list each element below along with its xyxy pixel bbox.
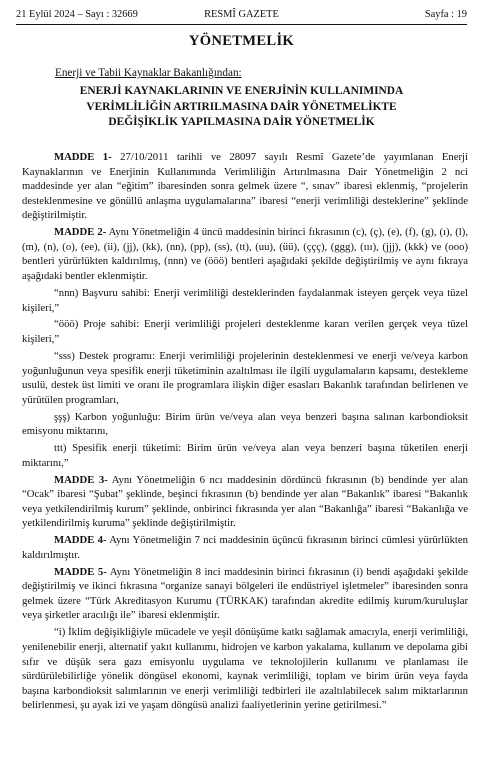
paragraph (22, 625, 468, 713)
paragraph-text: ttt) Spesifik enerji tüketimi: Birim ürün ve/veya alan veya benzeri başına tüketilen enerji miktarını,” (22, 442, 468, 469)
paragraph-text: Aynı Yönetmeliğin 4 üncü maddesinin birinci fıkrasının (c), (ç), (e), (f), (g), (ı), (l), (m), (n), (o), (ee), (ii), (jj), (kk), (nn), (pp), (ss), (tt), (uu), (üü), (ççç), (ggg), (ııı), (jjj), (kkk) ve (ooo) bentleri yürürlükten kaldırılmış, (nnn) ve (ööö) bentleri aşağıdaki şekilde değiştirilmiş ve aynı fıkraya aşağıdaki bentler eklenmiştir. (22, 226, 469, 283)
paragraph-text: “nnn) Başvuru sahibi: Enerji verimliliği desteklerinden faydalanmak isteyen gerçek veya tüzel kişileri,” (22, 286, 468, 314)
publication-name: RESMÎ GAZETE (204, 9, 279, 20)
paragraph (22, 565, 468, 623)
article-label: MADDE 2- (54, 226, 107, 239)
paragraph (22, 317, 468, 346)
paragraph (22, 150, 468, 223)
paragraph-text: “i) İklim değişikliğiyle mücadele ve yeşil dönüşüme katkı sağlamak amacıyla, enerji verimliliği, yenilenebilir enerji, alternatif yakıt kullanımı, hidrojen ve karbon yakalama, kullanım ve depolama gibi sıfır ve düşük sera gazı emisyonlu uygulama ve teknolojilerin kullanımı ve planlaması ile sürdürülebilirliğe yönelik döngüsel ekonomi, kaynak verimliliği, toplam ve birim ürün veya fayda başına karbondioksit salımlarının ve enerji verimliliği tedbirleri ile azaltılabilecek salım miktarlarının belirlenmesi, şu ayak izi ve yaşam döngüsü analizi faaliyetlerinin yerine getirilmesi.” (22, 626, 468, 712)
paragraph-text: Aynı Yönetmeliğin 6 ncı maddesinin dördüncü fıkrasının (b) bendinde yer alan “Ocak” ibaresi “Şubat” şeklinde, beşinci fıkrasının (b) bendinde yer alan “Bakanlık” ibaresi “Bakanlık veya yetkilendirilmiş kurum” şeklinde, onbirinci fıkrasında yer alan “Bakanlığa” ibaresi “Bakanlığa ve yetkilendirilmiş kuruma” şeklinde değiştirilmiştir. (22, 473, 468, 530)
paragraph (22, 441, 468, 470)
regulation-title-line: DEĞİŞİKLİK YAPILMASINA DAİR YÖNETMELİK (108, 116, 375, 128)
paragraph (22, 473, 468, 531)
paragraph (22, 349, 468, 407)
issue-date-number: 21 Eylül 2024 – Sayı : 32669 (16, 9, 138, 20)
paragraph-text: Aynı Yönetmeliğin 7 nci maddesinin üçüncü fıkrasının birinci cümlesi yürürlükten kaldırılmıştır. (22, 534, 468, 561)
paragraph (22, 410, 468, 439)
regulation-title-line: ENERJİ KAYNAKLARININ VE ENERJİNİN KULLANIMINDA (79, 85, 404, 97)
section-title: YÖNETMELİK (188, 33, 295, 49)
page-number: Sayfa : 19 (424, 9, 467, 20)
paragraph-text: 27/10/2011 tarihli ve 28097 sayılı Resmî Gazete’de yayımlanan Enerji Kaynaklarının ve Enerjinin Kullanımında Verimliliğin Artırılmasına Dair Yönetmeliğin 2 nci maddesinde yer alan “eğitim” ibaresinden sonra gelmek üzere “, sınav” ibaresi eklenmiş, “projelerin desteklenmesine ve gönüllü anlaşma uygulamalarına” ibaresi “enerji verimliliği desteklerine” şeklinde değiştirilmiştir. (22, 151, 468, 222)
article-label: MADDE 4- (54, 534, 107, 547)
paragraph-text: “sss) Destek programı: Enerji verimliliği projelerinin desteklenmesi ve enerji ve/veya karbon yoğunluğunun veya spesifik enerji tüketiminin azaltılması ile ilgili uygulamaların kapsamı, destekleme usulü, destek üst limiti ve oranı ile programlara ilişkin diğer esasları Bakanlık tarafından belirlenen ve yürütülen programları, (22, 349, 468, 406)
paragraph-text: şşş) Karbon yoğunluğu: Birim ürün ve/veya alan veya benzeri başına salınan karbondioksit emisyonu miktarını, (22, 410, 468, 438)
article-label: MADDE 5- (54, 565, 107, 578)
paragraph (22, 225, 468, 283)
page-header (16, 7, 467, 23)
paragraph-text: “ööö) Proje sahibi: Enerji verimliliği projeleri desteklenme kararı verilen gerçek veya tüzel kişileri,” (22, 318, 468, 346)
regulation-body (22, 150, 468, 715)
paragraph-text: Aynı Yönetmeliğin 8 inci maddesinin birinci fıkrasının (i) bendi aşağıdaki şekilde değiştirilmiş ve ikinci fıkrasına “organize sanayi bölgeleri ile endüstriyel işletmeler” ibaresinden sonra gelmek üzere “Türk Akreditasyon Kurumu (TÜRKAK) tarafından akredite edilmiş kurum/kuruluşlar veya şirketler aracılığı ile” ibaresi eklenmiştir. (22, 565, 468, 622)
regulation-title (40, 84, 443, 131)
regulation-title-line: VERİMLİLİĞİN ARTIRILMASINA DAİR YÖNETMELİKTE (86, 100, 397, 113)
header-divider (16, 24, 467, 25)
paragraph (22, 286, 468, 315)
article-label: MADDE 1- (54, 151, 112, 163)
issuing-ministry: Enerji ve Tabii Kaynaklar Bakanlığından: (55, 67, 242, 79)
paragraph (22, 533, 468, 562)
article-label: MADDE 3- (54, 473, 108, 486)
